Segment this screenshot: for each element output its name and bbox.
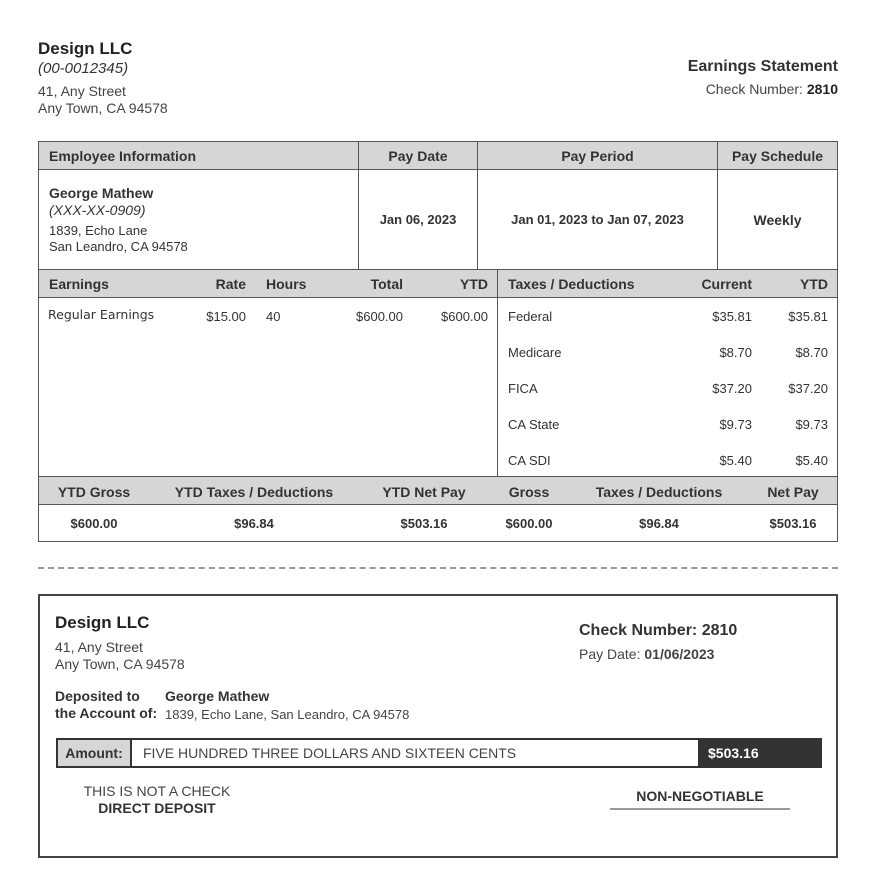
- amount-row: [56, 738, 822, 768]
- deposited-to-label-1: Deposited to: [55, 688, 140, 704]
- recipient-address: 1839, Echo Lane, San Leandro, CA 94578: [165, 707, 410, 722]
- earning-total: $600.00: [356, 309, 403, 324]
- tax-name: FICA: [508, 381, 538, 396]
- deposit-company-address-line2: Any Town, CA 94578: [55, 656, 185, 672]
- deposit-pay-date: [579, 646, 714, 662]
- tax-name: CA State: [508, 417, 560, 432]
- divider: [39, 297, 837, 298]
- amount-in-words: FIVE HUNDRED THREE DOLLARS AND SIXTEEN CENTS: [143, 745, 517, 761]
- company-name: Design LLC: [38, 39, 133, 58]
- taxes-ytd-col-header: YTD: [800, 276, 828, 292]
- employee-address-line2: San Leandro, CA 94578: [49, 239, 188, 254]
- tax-name: Federal: [508, 309, 553, 324]
- tax-current: $8.70: [719, 345, 752, 360]
- employee-address-line1: 1839, Echo Lane: [49, 223, 148, 238]
- deposit-company-address-line1: 41, Any Street: [55, 639, 143, 655]
- ytd-taxes-value: $96.84: [234, 516, 274, 531]
- pay-date-header: Pay Date: [388, 148, 448, 164]
- pay-period-header: Pay Period: [561, 148, 634, 164]
- tax-ytd: $9.73: [795, 417, 828, 432]
- hours-col-header: Hours: [266, 276, 307, 292]
- deposit-check-number-label: Check Number:: [579, 622, 698, 639]
- ytd-net-value: $503.16: [400, 516, 448, 531]
- deposit-advice: [38, 594, 838, 858]
- taxes-header: Taxes / Deductions: [595, 484, 723, 500]
- ytd-taxes-header: YTD Taxes / Deductions: [174, 484, 334, 500]
- divider: [497, 270, 498, 477]
- deposit-check-number-value: 2810: [701, 622, 738, 639]
- earnings-col-header: Earnings: [49, 276, 109, 292]
- company-id: (00-0012345): [38, 60, 129, 77]
- check-number-value: 2810: [806, 81, 838, 97]
- tax-name: Medicare: [508, 345, 562, 360]
- ytd-net-header: YTD Net Pay: [382, 484, 466, 500]
- earning-name: Regular Earnings: [48, 307, 155, 322]
- deposit-check-number: [579, 622, 737, 640]
- deposit-pay-date-value: 01/06/2023: [644, 646, 715, 662]
- total-col-header: Total: [370, 276, 403, 292]
- ytd-gross-value: $600.00: [70, 516, 118, 531]
- tax-ytd: $37.20: [788, 381, 828, 396]
- tax-current: $5.40: [719, 453, 752, 468]
- earning-ytd: $600.00: [441, 309, 488, 324]
- divider: [39, 476, 837, 477]
- not-a-check-label: THIS IS NOT A CHECK: [83, 783, 231, 799]
- taxes-value: $96.84: [639, 516, 679, 531]
- deposited-to-label-2: the Account of:: [55, 705, 158, 721]
- pay-period-value: Jan 01, 2023 to Jan 07, 2023: [511, 212, 684, 227]
- earning-rate: $15.00: [206, 309, 246, 324]
- non-negotiable-underline: [610, 808, 790, 810]
- earning-hours: 40: [266, 309, 281, 324]
- employee-ssn: (XXX-XX-0909): [49, 202, 146, 218]
- tax-current: $37.20: [712, 381, 752, 396]
- pay-date-value: Jan 06, 2023: [379, 212, 457, 227]
- current-col-header: Current: [701, 276, 752, 292]
- company-address-line1: 41, Any Street: [38, 83, 126, 99]
- tax-current: $35.81: [712, 309, 752, 324]
- non-negotiable-label: NON-NEGOTIABLE: [636, 788, 764, 804]
- tax-ytd: $8.70: [795, 345, 828, 360]
- statement-check-number: [706, 81, 838, 97]
- gross-value: $600.00: [505, 516, 553, 531]
- check-number-label: Check Number:: [705, 81, 803, 97]
- tax-ytd: $5.40: [795, 453, 828, 468]
- gross-header: Gross: [508, 484, 550, 500]
- recipient-name: George Mathew: [165, 688, 270, 704]
- pay-schedule-header: Pay Schedule: [731, 148, 824, 164]
- employee-info-header: Employee Information: [49, 148, 197, 164]
- divider: [39, 504, 837, 505]
- amount-label: Amount:: [58, 740, 132, 766]
- company-address-line2: Any Town, CA 94578: [38, 100, 168, 116]
- rate-col-header: Rate: [215, 276, 246, 292]
- ytd-gross-header: YTD Gross: [57, 484, 131, 500]
- statement-table: [38, 141, 838, 542]
- tax-current: $9.73: [719, 417, 752, 432]
- statement-title: Earnings Statement: [687, 58, 838, 75]
- pay-schedule-value: Weekly: [753, 212, 802, 228]
- employee-name: George Mathew: [49, 185, 154, 201]
- tax-ytd: $35.81: [788, 309, 828, 324]
- deposit-pay-date-label: Pay Date:: [579, 646, 641, 662]
- amount-value: $503.16: [698, 740, 820, 766]
- tear-line: [38, 567, 838, 569]
- ytd-col-header: YTD: [460, 276, 488, 292]
- taxes-col-header: Taxes / Deductions: [508, 276, 635, 292]
- deposit-company-name: Design LLC: [55, 613, 150, 632]
- direct-deposit-label: DIRECT DEPOSIT: [98, 800, 216, 816]
- net-pay-header: Net Pay: [767, 484, 819, 500]
- tax-name: CA SDI: [508, 453, 551, 468]
- net-pay-value: $503.16: [769, 516, 817, 531]
